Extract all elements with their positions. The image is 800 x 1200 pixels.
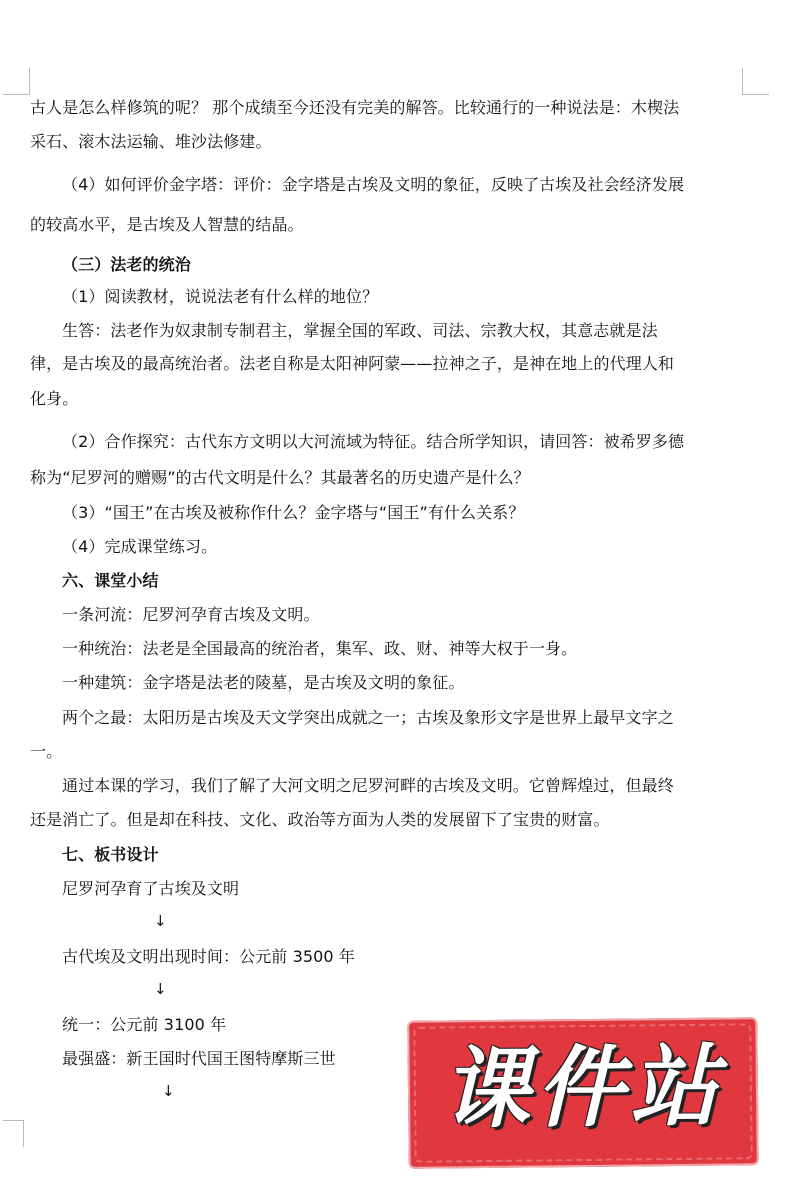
paragraph-line: 化身。: [30, 389, 79, 408]
paragraph-line: 称为“尼罗河的赠赐”的古代文明是什么？其最著名的历史遗产是什么？: [30, 468, 530, 487]
page-corner-mark: [3, 68, 30, 95]
paragraph-line: （4）完成课堂练习。: [62, 537, 218, 556]
board-line: 古代埃及文明出现时间：公元前 3500 年: [62, 947, 355, 966]
paragraph-line: 一种统治：法老是全国最高的统治者，集军、政、财、神等大权于一身。: [62, 639, 578, 658]
section-heading: （三）法老的统治: [62, 255, 191, 274]
page-corner-mark: [3, 1120, 24, 1147]
page-corner-mark: [742, 68, 769, 95]
down-arrow-icon: ↓: [154, 980, 167, 998]
section-heading: 七、板书设计: [62, 845, 159, 864]
paragraph-line: 一种建筑：金字塔是法老的陵墓，是古埃及文明的象征。: [62, 673, 465, 692]
down-arrow-icon: ↓: [154, 912, 167, 930]
paragraph-line: （3）“国王”在古埃及被称作什么？金字塔与“国王”有什么关系？: [62, 503, 525, 522]
watermark-logo: [407, 1017, 759, 1169]
paragraph-line: 还是消亡了。但是却在科技、文化、政治等方面为人类的发展留下了宝贵的财富。: [30, 810, 610, 829]
paragraph-line: 采石、滚木法运输、堆沙法修建。: [30, 132, 272, 151]
paragraph-line: 通过本课的学习，我们了解了大河文明之尼罗河畔的古埃及文明。它曾辉煌过，但最终: [62, 776, 674, 795]
board-line: 统一：公元前 3100 年: [62, 1015, 227, 1034]
paragraph-line: （1）阅读教材，说说法老有什么样的地位？: [62, 287, 379, 306]
paragraph-line: 律，是古埃及的最高统治者。法老自称是太阳神阿蒙——拉神之子，是神在地上的代理人和: [30, 354, 675, 373]
board-line: 最强盛：新王国时代国王图特摩斯三世: [62, 1049, 336, 1068]
paragraph-line: 两个之最：太阳历是古埃及天文学突出成就之一；古埃及象形文字是世界上最早文字之: [62, 708, 674, 727]
watermark-text: 课件站: [441, 1034, 725, 1141]
paragraph-line: （2）合作探究：古代东方文明以大河流域为特征。结合所学知识，请回答：被希罗多德: [62, 432, 685, 451]
paragraph-line: （4）如何评价金字塔：评价：金字塔是古埃及文明的象征，反映了古埃及社会经济发展: [62, 175, 685, 194]
paragraph-line: 一。: [30, 742, 63, 761]
paragraph-line: 的较高水平，是古埃及人智慧的结晶。: [30, 215, 304, 234]
paragraph-line: 古人是怎么样修筑的呢？ 那个成绩至今还没有完美的解答。比较通行的一种说法是：木楔法: [30, 98, 680, 117]
paragraph-line: 一条河流：尼罗河孕育古埃及文明。: [62, 605, 320, 624]
paragraph-line: 生答：法老作为奴隶制专制君主，掌握全国的军政、司法、宗教大权，其意志就是法: [62, 321, 658, 340]
board-line: 尼罗河孕育了古埃及文明: [62, 879, 240, 898]
down-arrow-icon: ↓: [162, 1082, 175, 1100]
section-heading: 六、课堂小结: [62, 571, 159, 590]
